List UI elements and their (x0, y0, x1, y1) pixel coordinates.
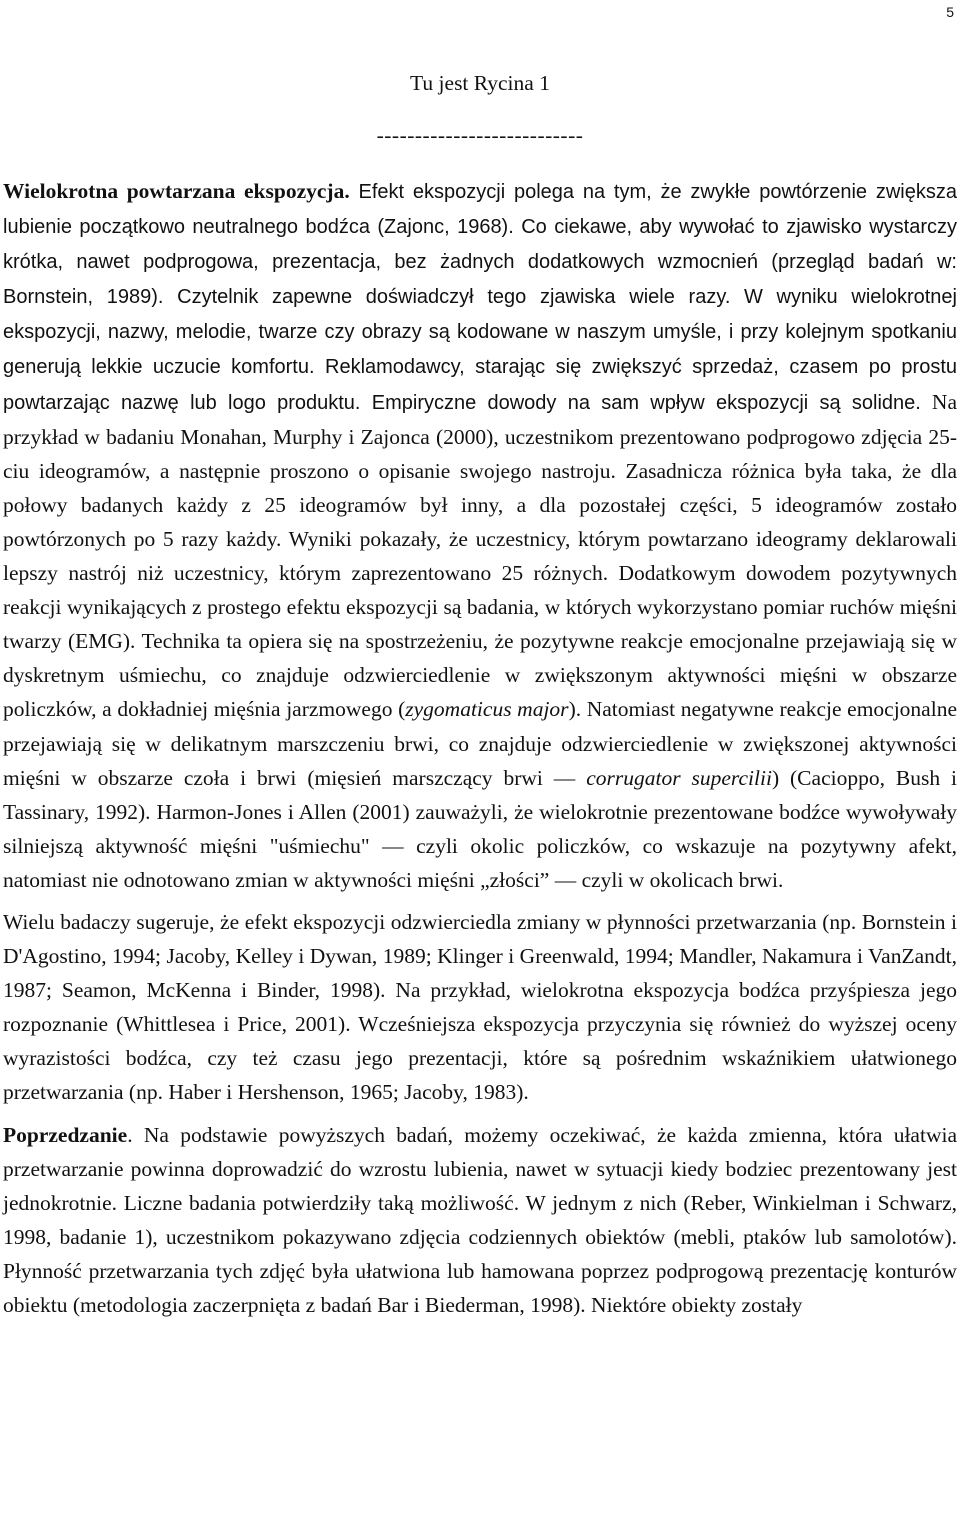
paragraph-text: W wyniku wielokrotnej ekspozycji, nazwy, melodie, twarze czy obrazy są kodowane w naszym umyśle, i przy kolejnym spotkaniu generują lekkie uczucie komfortu. Reklamodawcy, starając się zwiększyć sprzedaż, czasem po prostu powtarzając nazwę lub logo produktu. Empiryczne dowody na sam wpływ ekspozycji są solidne. (3, 286, 957, 414)
paragraph-fluency: Wielu badaczy sugeruje, że efekt ekspozycji odzwierciedla zmiany w płynności przetwarzania (np. Bornstein i D'Agostino, 1994; Jacoby, Kelley i Dywan, 1989; Klinger i Greenwald, 1994; Mandler, Nakamura i VanZandt, 1987; Seamon, McKenna i Binder, 1998). Na przykład, wielokrotna ekspozycja bodźca przyśpiesza jego rozpoznanie (Whittlesea i Price, 2001). Wcześniejsza ekspozycja przyczynia się również do wyższej oceny wyrazistości bodźca, czy też czasu jego prezentacji, które są pośrednim wskaźnikiem ułatwionego przetwarzania (np. Haber i Hershenson, 1965; Jacoby, 1983). (3, 909, 957, 1105)
paragraph-text: ). Natomiast negatywne reakcje emocjonalne przejawiają się w delikatnym marszczeniu brwi, co znajduje odzwierciedlenie w zwiększonej aktywności mięśni w obszarze czoła i brwi (mięsień marszczący brwi — (3, 697, 957, 790)
latin-term: corrugator supercilii (586, 765, 772, 790)
paragraph-text: . Na podstawie powyższych badań, możemy oczekiwać, że każda zmienna, która ułatwia przetwarzanie powinna doprowadzić do wzrostu lubienia, nawet w sytuacji kiedy bodziec prezentowany jest jednokrotnie. Liczne badania potwierdziły taką możliwość. W jednym z nich (Reber, Winkielman i Schwarz, 1998, badanie 1), uczestnikom pokazywano zdjęcia codziennych obiektów (mebli, ptaków lub samolotów). Płynność przetwarzania tych zdjęć była ułatwiona lub hamowana poprzez podprogową prezentację konturów obiektu (metodologia zaczerpnięta z badań Bar i Biederman, 1998). Niektóre obiekty zostały (3, 1122, 957, 1317)
section-heading-repeated-exposure: Wielokrotna powtarzana ekspozycja. (3, 179, 350, 203)
paragraph-repeated-exposure (3, 174, 957, 897)
page-number: 5 (946, 4, 954, 20)
paragraph-priming (3, 1118, 957, 1323)
paragraph-text: Efekt ekspozycji polega na tym, że zwykłe powtórzenie zwiększa lubienie początkowo neutralnego bodźca (Zajonc, 1968). Co ciekawe, aby wywołać to zjawisko wystarczy krótka, nawet podprogowa, prezentacja, bez żadnych dodatkowych wzmocnień (przegląd badań w: Bornstein, 1989). Czytelnik zapewne doświadczył tego zjawiska wiele razy. (3, 181, 957, 309)
section-heading-priming: Poprzedzanie (3, 1122, 128, 1147)
paragraph-text: ) (Cacioppo, Bush i Tassinary, 1992). Harmon-Jones i Allen (2001) zauważyli, że wielokrotnie prezentowane bodźce wywoływały silniejszą aktywność mięśni "uśmiechu" — czyli okolic policzków, co wskazuje na pozytywny afekt, natomiast nie odnotowano zmian w aktywności mięśni „złości” — czyli w okolicach brwi. (3, 765, 957, 892)
figure-placeholder-caption: Tu jest Rycina 1 (410, 71, 550, 95)
body-text (3, 174, 957, 1322)
figure-placeholder-rule: --------------------------- (376, 123, 584, 147)
paragraph-text: Na przykład w badaniu Monahan, Murphy i Zajonca (2000), uczestnikom prezentowano podprogowo zdjęcia 25-ciu ideogramów, a następnie proszono o opisanie swojego nastroju. Zasadnicza różnica była taka, że dla połowy badanych każdy z 25 ideogramów był inny, a dla pozostałej części, 5 ideogramów zostało powtórzonych po 5 razy każdy. Wyniki pokazały, że uczestnicy, którym powtarzano ideogramy deklarowali lepszy nastrój niż uczestnicy, którym zaprezentowano 25 różnych. Dodatkowym dowodem pozytywnych reakcji wynikających z prostego efektu ekspozycji są badania, w których wykorzystano pomiar ruchów mięśni twarzy (EMG). Technika ta opiera się na spostrzeżeniu, że pozytywne reakcje emocjonalne przejawiają się w dyskretnym uśmiechu, co znajduje odzwierciedlenie w zwiększonym aktywności mięśni w obszarze policzków, a dokładniej mięśnia jarzmowego ( (3, 389, 957, 722)
latin-term: zygomaticus major (405, 697, 569, 722)
